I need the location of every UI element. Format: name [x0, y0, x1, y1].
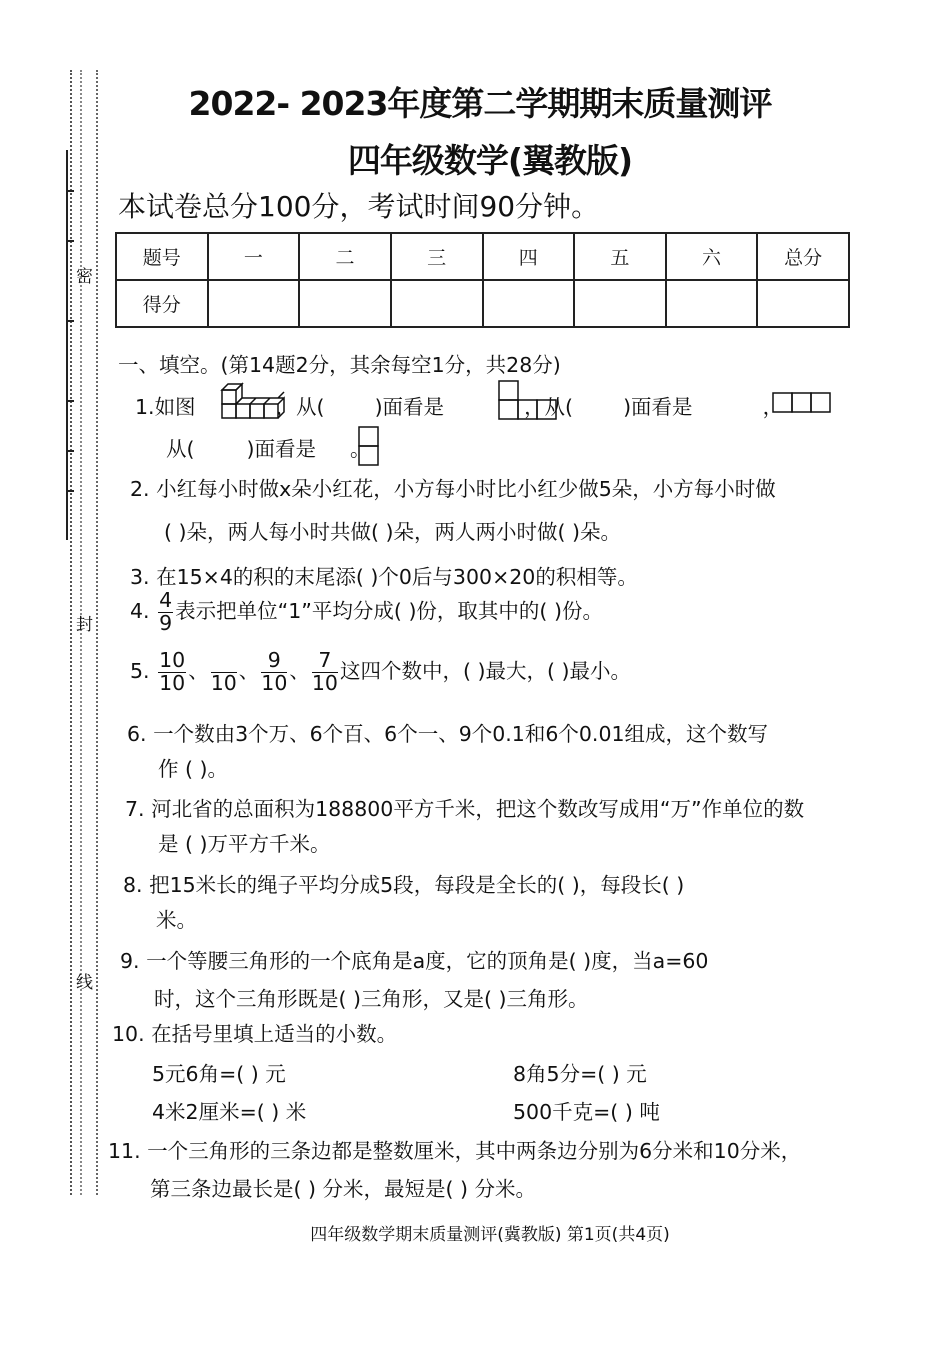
q5-fraction-2 [211, 650, 237, 694]
exam-subtitle: 四年级数学(翼教版) [347, 141, 633, 180]
score-cell-header: 二 [299, 233, 391, 280]
question-7-line2: 是 ( )万平方千米。 [158, 832, 331, 856]
question-2-line1: 2. 小红每小时做x朵小红花，小方每小时比小红少做5朵，小方每小时做 [130, 477, 776, 501]
q5-fraction-4 [312, 650, 338, 694]
question-9-line2: 时，这个三角形既是( )三角形，又是( )三角形。 [154, 987, 589, 1011]
question-2-line2: ( )朵，两人每小时共做( )朵，两人两小时做( )朵。 [164, 520, 622, 544]
question-11-line2: 第三条边最长是( ) 分米，最短是( ) 分米。 [150, 1177, 537, 1201]
question-10-heading: 10. 在括号里填上适当的小数。 [112, 1022, 398, 1046]
ruler-tick [66, 490, 74, 492]
q1-text-e: )面看是 [623, 395, 693, 419]
score-cell-label: 得分 [116, 280, 208, 327]
binding-ruler [66, 150, 68, 540]
question-9-line1: 9. 一个等腰三角形的一个底角是a度，它的顶角是( )度，当a=60 [120, 949, 709, 973]
q5-f3-denominator: 10 [261, 670, 288, 695]
exam-intro: 本试卷总分100分，考试时间90分钟。 [118, 190, 600, 223]
question-10-item-c: 4米2厘米=( ) 米 [152, 1100, 307, 1124]
page-footer: 四年级数学期末质量测评(冀教版) 第1页(共4页) [310, 1225, 670, 1245]
score-cell-header: 三 [391, 233, 483, 280]
q1-text-d: ，从( [524, 395, 574, 419]
margin-char-xian: 线 [76, 973, 93, 993]
score-cell-blank[interactable] [299, 280, 391, 327]
score-cell-blank[interactable] [208, 280, 300, 327]
score-table-score-row [116, 280, 849, 327]
q1-number: 1. [135, 395, 155, 419]
q5-fraction-3 [261, 650, 287, 694]
q4-fraction-denominator: 9 [159, 610, 173, 635]
q4-fraction [158, 590, 173, 634]
top-view-figure [498, 380, 560, 420]
q4-number: 4. [130, 599, 150, 624]
front-view-figure [772, 392, 834, 414]
question-10-item-b: 8角5分=( ) 元 [513, 1062, 647, 1086]
q1-text-b: ，从( [275, 395, 325, 419]
question-11-line1: 11. 一个三角形的三条边都是整数厘米，其中两条边分别为6分米和10分米， [108, 1139, 802, 1163]
score-cell-blank[interactable] [483, 280, 575, 327]
score-cell-header: 五 [574, 233, 666, 280]
score-cell-blank[interactable] [574, 280, 666, 327]
q5-number: 5. [130, 659, 150, 684]
q5-f4-denominator: 10 [311, 670, 338, 695]
score-table [115, 232, 850, 328]
score-cell-header: 题号 [116, 233, 208, 280]
side-view-figure [358, 426, 380, 466]
score-table-header-row [116, 233, 849, 280]
margin-char-mi: 密 [76, 267, 93, 287]
q1-text-h: )面看是 [246, 437, 316, 461]
question-3: 3. 在15×4的积的末尾添( )个0后与300×20的积相等。 [130, 565, 638, 589]
ruler-tick [66, 400, 74, 402]
q5-sep-1: 、 [188, 659, 209, 684]
score-cell-header: 六 [666, 233, 758, 280]
question-10-item-a: 5元6角=( ) 元 [152, 1062, 286, 1086]
score-cell-blank[interactable] [391, 280, 483, 327]
q1-text-a: 如图 [154, 395, 196, 419]
q4-text: 表示把单位“1”平均分成( )份，取其中的( )份。 [175, 599, 603, 624]
q5-f2-numerator [211, 650, 237, 673]
score-cell-header: 总分 [757, 233, 849, 280]
q5-f3-numerator: 9 [261, 650, 287, 673]
question-7-line1: 7. 河北省的总面积为188800平方千米，把这个数改写成用“万”作单位的数 [125, 797, 805, 821]
ruler-tick [66, 450, 74, 452]
question-1-line2 [166, 432, 371, 462]
q4-fraction-numerator: 4 [159, 588, 173, 612]
question-4 [130, 590, 603, 634]
section-heading: 一、填空。(第14题2分，其余每空1分，共28分) [118, 353, 561, 377]
q5-fraction-1 [158, 650, 186, 694]
q1-text-c: )面看是 [374, 395, 445, 419]
question-6-line2: 作 ( )。 [158, 757, 229, 781]
score-cell-header: 一 [208, 233, 300, 280]
q1-text-g: 从( [166, 437, 195, 461]
score-cell-blank[interactable] [666, 280, 758, 327]
q5-f4-numerator: 7 [312, 650, 338, 673]
q1-text-i: 。 [350, 437, 371, 461]
q5-f1-numerator: 10 [159, 648, 186, 672]
q5-sep-2: 、 [238, 659, 260, 684]
cube-stack-figure [218, 378, 288, 428]
q5-f2-denominator: 10 [210, 670, 237, 695]
question-8-line2: 米。 [156, 908, 197, 932]
question-10-item-d: 500千克=( ) 吨 [513, 1100, 660, 1124]
question-5 [130, 650, 631, 694]
ruler-tick [66, 320, 74, 322]
question-8-line1: 8. 把15米长的绳子平均分成5段，每段是全长的( )，每段长( ) [123, 873, 685, 897]
score-cell-header: 四 [483, 233, 575, 280]
ruler-tick [66, 240, 74, 242]
q5-text: 这四个数中，( )最大，( )最小。 [339, 659, 631, 684]
score-cell-blank[interactable] [757, 280, 849, 327]
margin-char-feng: 封 [76, 615, 93, 635]
q5-f1-denominator: 10 [159, 670, 186, 695]
ruler-tick [66, 190, 74, 192]
question-6-line1: 6. 一个数由3个万、6个百、6个一、9个0.1和6个0.01组成，这个数写 [127, 722, 769, 746]
q5-sep-3: 、 [289, 659, 310, 684]
exam-title: 2022- 2023年度第二学期期末质量测评 [188, 84, 772, 123]
q1-text-f: ， [762, 395, 784, 419]
binding-dotted-line-inner [96, 70, 98, 1195]
